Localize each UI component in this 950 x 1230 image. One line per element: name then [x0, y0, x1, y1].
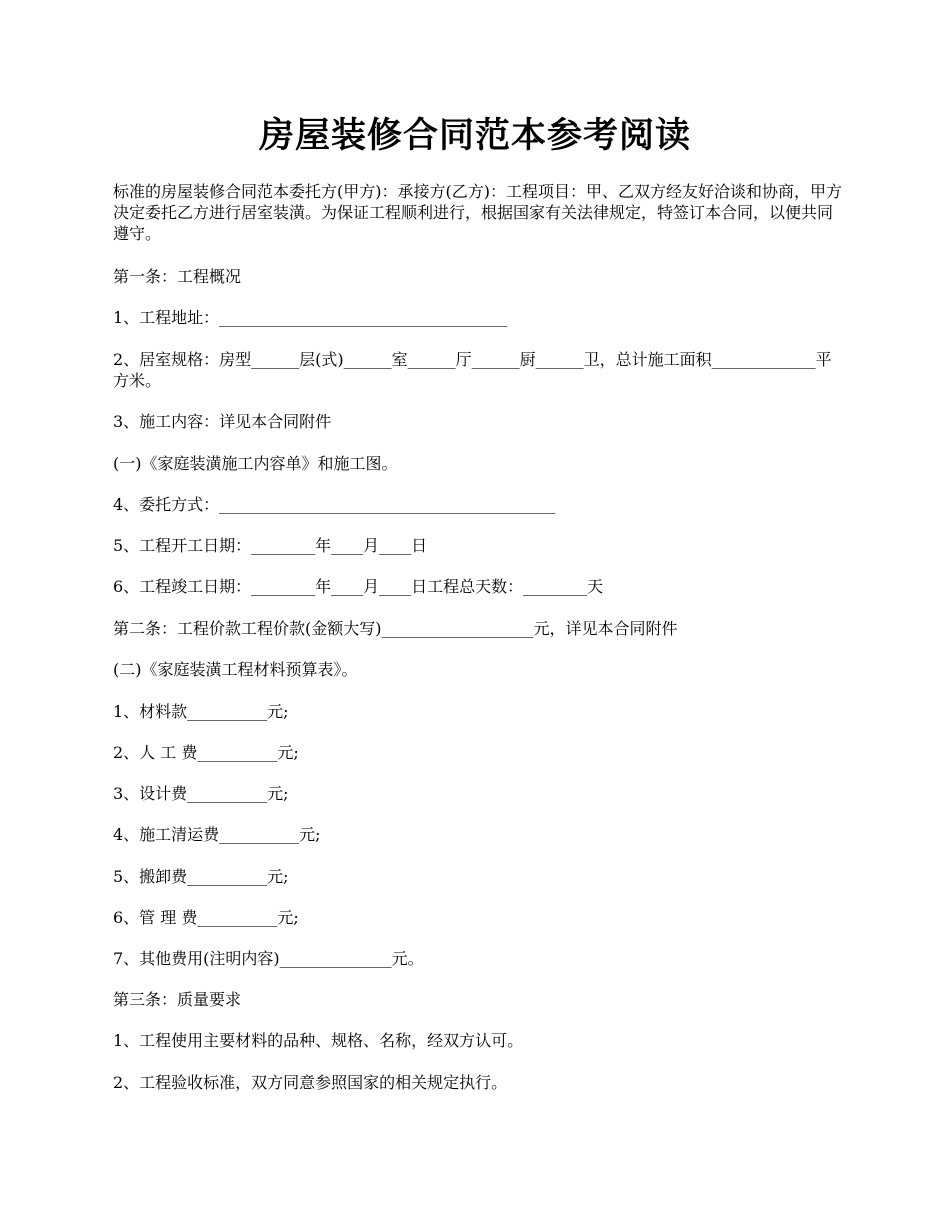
other-fees-line: 7、其他费用(注明内容)______________元。 — [113, 949, 424, 968]
room-spec-line: 2、居室规格：房型______层(式)______室______厅______厨______卫，总计施工面积_____________平方米。 — [113, 350, 832, 390]
attachment-one-line: (一)《家庭装潢施工内容单》和施工图。 — [113, 454, 398, 473]
commission-method-line: 4、委托方式：__________________________________________ — [113, 495, 556, 514]
section-heading: 第三条：质量要求 — [113, 990, 242, 1009]
start-date-line: 5、工程开工日期：________年____月____日 — [113, 536, 428, 555]
acceptance-standard-line: 2、工程验收标准，双方同意参照国家的相关规定执行。 — [113, 1073, 508, 1092]
project-address-line: 1、工程地址：____________________________________ — [113, 308, 508, 327]
cleanup-fee-line: 4、施工清运费__________元; — [113, 825, 321, 844]
intro-paragraph: 标准的房屋装修合同范本委托方(甲方)：承接方(乙方)：工程项目：甲、乙双方经友好洽谈和协商，甲方决定委托乙方进行居室装潢。为保证工程顺利进行，根据国家有关法律规定，特签订本合同，以便共同遵守。 — [113, 182, 842, 243]
labor-cost-line: 2、人 工 费__________元; — [113, 743, 299, 762]
document-title: 房屋装修合同范本参考阅读 — [258, 115, 691, 156]
section-heading: 第二条：工程价款工程价款(金额大写)___________________元，详见本合同附件 — [113, 619, 678, 638]
construction-content-line: 3、施工内容：详见本合同附件 — [113, 412, 332, 431]
completion-date-line: 6、工程竣工日期：________年____月____日工程总天数：________天 — [113, 577, 604, 596]
management-fee-line: 6、管 理 费__________元; — [113, 908, 299, 927]
material-cost-line: 1、材料款__________元; — [113, 702, 289, 721]
moving-fee-line: 5、搬卸费__________元; — [113, 867, 289, 886]
section-heading: 第一条：工程概况 — [113, 267, 242, 286]
material-requirement-line: 1、工程使用主要材料的品种、规格、名称，经双方认可。 — [113, 1031, 524, 1050]
design-fee-line: 3、设计费__________元; — [113, 784, 289, 803]
attachment-two-line: (二)《家庭装潢工程材料预算表》。 — [113, 660, 358, 679]
